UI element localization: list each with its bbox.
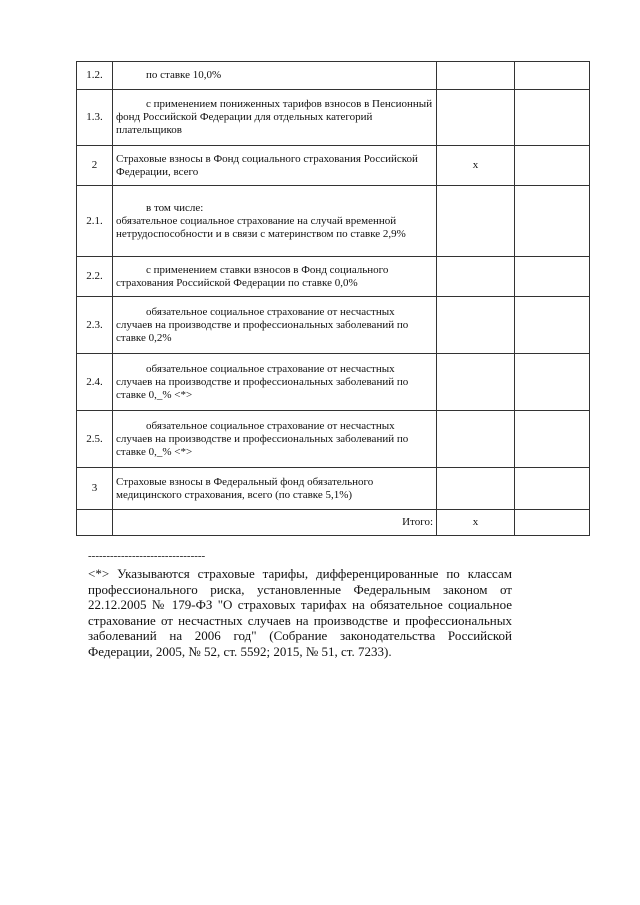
row-value-2 [515,257,590,297]
table-row [77,257,590,297]
row-value-2 [515,90,590,146]
row-description: в том числе: обязательное социальное страхование на случай временной нетрудоспособности и в связи с материнством по ставке 2,9% [113,186,437,257]
row-value-1 [437,186,515,257]
row-value-2 [515,62,590,90]
row-description: по ставке 10,0% [113,62,437,90]
row-value-1 [437,468,515,510]
row-number: 1.3. [77,90,113,146]
total-value-2 [515,510,590,536]
row-value-1: x [437,146,515,186]
total-value-1: x [437,510,515,536]
table-row [77,468,590,510]
row-description: с применением пониженных тарифов взносов в Пенсионный фонд Российской Федерации для отдельных категорий плательщиков [113,90,437,146]
table-row [77,186,590,257]
row-value-2 [515,468,590,510]
row-number: 3 [77,468,113,510]
footnote-text: <*> Указываются страховые тарифы, дифференцированные по классам профессионального риска, установленные Федеральным законом от 22.12.2005 № 179-ФЗ "О страховых тарифах на обязательное социальное страхование от несчастных случаев на производстве и профессиональных заболеваний на 2006 год" (Собрание законодательства Российской Федерации, 2005, № 52, ст. 5592; 2015, № 51, ст. 7233). [88,566,512,659]
row-value-1 [437,411,515,468]
row-description: Страховые взносы в Фонд социального страхования Российской Федерации, всего [113,146,437,186]
table-row [77,411,590,468]
row-value-1 [437,257,515,297]
table-row [77,62,590,90]
row-number: 2.1. [77,186,113,257]
row-number: 2 [77,146,113,186]
row-value-1 [437,62,515,90]
row-description: обязательное социальное страхование от несчастных случаев на производстве и профессиональных заболеваний по ставке 0,_% <*> [113,411,437,468]
table-row [77,354,590,411]
row-description: обязательное социальное страхование от несчастных случаев на производстве и профессиональных заболеваний по ставке 0,2% [113,297,437,354]
total-label: Итого: [113,510,437,536]
row-number: 1.2. [77,62,113,90]
row-description: Страховые взносы в Федеральный фонд обязательного медицинского страхования, всего (по ставке 5,1%) [113,468,437,510]
table-total-row [77,510,590,536]
table-row [77,90,590,146]
contributions-table [76,61,590,536]
row-number [77,510,113,536]
table-row [77,146,590,186]
row-number: 2.3. [77,297,113,354]
row-value-1 [437,297,515,354]
row-value-2 [515,146,590,186]
row-value-2 [515,186,590,257]
row-value-2 [515,297,590,354]
row-value-2 [515,411,590,468]
table-row [77,297,590,354]
row-description: с применением ставки взносов в Фонд социального страхования Российской Федерации по ставке 0,0% [113,257,437,297]
row-value-2 [515,354,590,411]
row-number: 2.4. [77,354,113,411]
row-value-1 [437,354,515,411]
row-number: 2.5. [77,411,113,468]
row-number: 2.2. [77,257,113,297]
row-description: обязательное социальное страхование от несчастных случаев на производстве и профессиональных заболеваний по ставке 0,_% <*> [113,354,437,411]
row-value-1 [437,90,515,146]
footnote-separator: -------------------------------- [88,550,206,562]
